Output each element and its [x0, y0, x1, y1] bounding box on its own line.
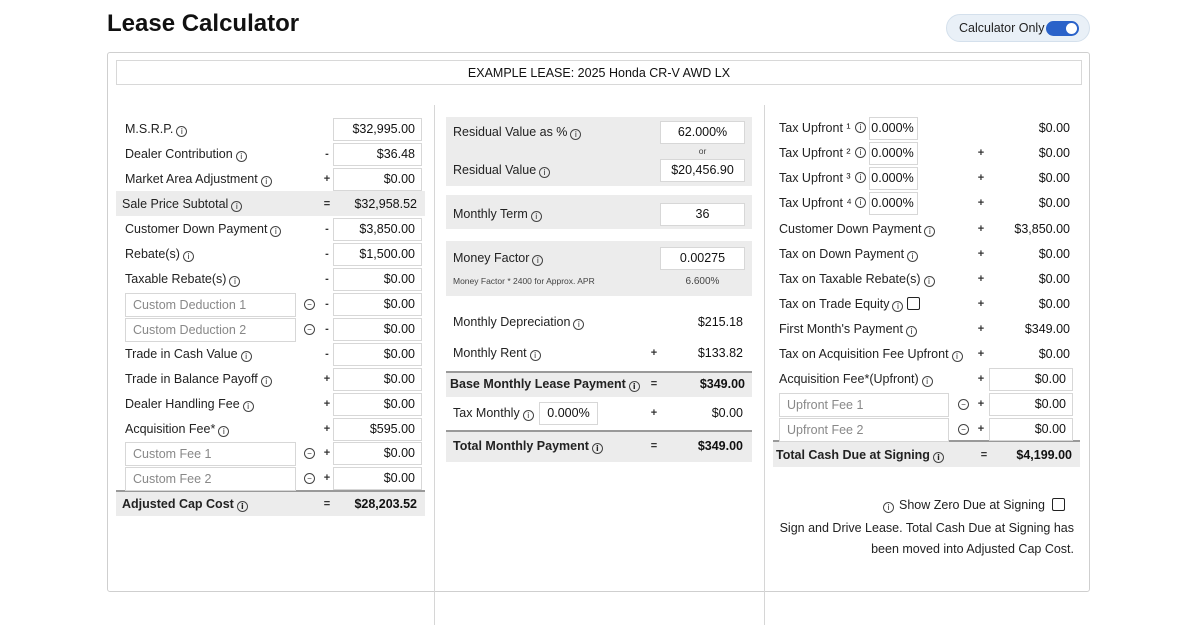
residual-pct-label-text: Residual Value as %: [453, 125, 568, 139]
tax-on-acq-fee-label-text: Tax on Acquisition Fee Upfront: [779, 347, 949, 361]
info-icon[interactable]: i: [883, 502, 894, 513]
tax-on-down-label-text: Tax on Down Payment: [779, 247, 905, 261]
tax-upfront-3-value: $0.00: [1038, 171, 1070, 185]
tax-upfront-2-label: Tax Upfront ²: [779, 146, 851, 160]
info-icon[interactable]: i: [531, 211, 542, 222]
operator-equals: =: [323, 498, 331, 510]
operator-plus: +: [977, 298, 985, 310]
toggle-label: Calculator Only: [959, 21, 1045, 35]
adjusted-cap-cost-value: $28,203.52: [354, 497, 417, 511]
operator-plus: +: [977, 423, 985, 435]
or-text: or: [698, 146, 707, 156]
tax-on-taxable-rebates-value: $0.00: [1038, 272, 1070, 286]
info-icon[interactable]: i: [629, 381, 640, 392]
info-icon[interactable]: i: [855, 147, 866, 158]
row-tax-upfront-2: [108, 141, 1091, 165]
trade-in-cash-input[interactable]: $0.00: [333, 343, 422, 366]
remove-icon[interactable]: −: [304, 473, 315, 484]
tax-on-taxable-rebates-label-text: Tax on Taxable Rebate(s): [779, 272, 921, 286]
row-tax-upfront-1: [108, 116, 1091, 140]
custom-fee-1-input[interactable]: Custom Fee 1: [125, 442, 296, 466]
remove-icon[interactable]: −: [958, 424, 969, 435]
info-icon[interactable]: i: [523, 410, 534, 421]
operator-plus: +: [323, 173, 331, 185]
rebates-label-text: Rebate(s): [125, 247, 180, 261]
money-factor-input[interactable]: 0.00275: [660, 247, 745, 270]
upfront-fee-2-amount[interactable]: $0.00: [989, 418, 1073, 441]
operator-plus: +: [977, 323, 985, 335]
operator-minus: -: [325, 348, 329, 360]
operator-minus: -: [325, 223, 329, 235]
info-icon[interactable]: i: [907, 251, 918, 262]
custom-deduction-1-input[interactable]: Custom Deduction 1: [125, 293, 296, 317]
tax-monthly-label-text: Tax Monthly: [453, 406, 520, 420]
info-icon[interactable]: i: [855, 197, 866, 208]
tax-on-down-value: $0.00: [1038, 247, 1070, 261]
row-tax-on-trade-equity: [108, 292, 1091, 316]
sign-and-drive-note: [748, 518, 1074, 560]
money-factor-label-text: Money Factor: [453, 251, 530, 265]
row-right-down-payment: [108, 217, 1091, 241]
operator-minus: -: [325, 248, 329, 260]
monthly-rent-value: $133.82: [697, 346, 743, 360]
tax-upfront-4-value: $0.00: [1038, 196, 1070, 210]
tax-monthly-value: $0.00: [711, 406, 743, 420]
operator-equals: =: [650, 440, 658, 452]
tax-upfront-3-label: Tax Upfront ³: [779, 171, 851, 185]
info-icon[interactable]: i: [229, 276, 240, 287]
row-tax-on-taxable-rebates: [108, 267, 1091, 291]
info-icon[interactable]: i: [261, 376, 272, 387]
money-factor-note: Money Factor * 2400 for Approx. APR: [453, 276, 595, 286]
row-tax-upfront-4: [108, 191, 1091, 215]
operator-equals: =: [650, 378, 658, 390]
right-down-payment-label: [779, 217, 935, 241]
operator-equals: =: [323, 198, 331, 210]
msrp-input[interactable]: $32,995.00: [333, 118, 422, 141]
tax-on-taxable-rebates-label: [779, 267, 935, 291]
operator-plus: +: [977, 348, 985, 360]
operator-plus: +: [323, 398, 331, 410]
dealer-contribution-input[interactable]: $36.48: [333, 143, 422, 166]
info-icon[interactable]: i: [243, 401, 254, 412]
info-icon[interactable]: i: [236, 151, 247, 162]
info-icon[interactable]: i: [237, 501, 248, 512]
rebates-input[interactable]: $1,500.00: [333, 243, 422, 266]
right-down-payment-value: $3,850.00: [1014, 222, 1070, 236]
remove-icon[interactable]: −: [958, 399, 969, 410]
remove-icon[interactable]: −: [304, 324, 315, 335]
calculator-panel: [107, 52, 1090, 592]
operator-plus: +: [977, 373, 985, 385]
operator-plus: +: [977, 223, 985, 235]
sale-price-subtotal-label-text: Sale Price Subtotal: [122, 197, 229, 211]
info-icon[interactable]: i: [573, 319, 584, 330]
tax-upfront-4-rate[interactable]: 0.000%: [869, 192, 918, 215]
msrp-label-text: M.S.R.P.: [125, 122, 174, 136]
custom-deduction-1-amount[interactable]: $0.00: [333, 293, 422, 316]
custom-deduction-2-input[interactable]: Custom Deduction 2: [125, 318, 296, 342]
custom-fee-2-amount[interactable]: $0.00: [333, 467, 422, 490]
operator-plus: +: [977, 248, 985, 260]
info-icon[interactable]: i: [892, 301, 903, 312]
tax-upfront-1-label: Tax Upfront ¹: [779, 121, 851, 135]
first-month-value: $349.00: [1024, 322, 1070, 336]
tax-upfront-2-rate[interactable]: 0.000%: [869, 142, 918, 165]
note-line-1: Sign and Drive Lease. Total Cash Due at Signing has: [779, 521, 1074, 535]
due-at-signing-column: [108, 53, 1091, 593]
info-icon[interactable]: i: [183, 251, 194, 262]
adjusted-cap-cost-label-text: Adjusted Cap Cost: [122, 497, 234, 511]
info-icon[interactable]: i: [922, 376, 933, 387]
info-icon[interactable]: i: [176, 126, 187, 137]
monthly-depreciation-label-text: Monthly Depreciation: [453, 315, 571, 329]
operator-equals: =: [980, 449, 988, 461]
tax-upfront-2-value: $0.00: [1038, 146, 1070, 160]
page-title: Lease Calculator: [107, 10, 300, 37]
market-area-input[interactable]: $0.00: [333, 168, 422, 191]
monthly-term-input[interactable]: 36: [660, 203, 745, 226]
dealer-contribution-label-text: Dealer Contribution: [125, 147, 233, 161]
customer-down-payment-input[interactable]: $3,850.00: [333, 218, 422, 241]
tax-on-trade-equity-label: [779, 292, 920, 316]
info-icon[interactable]: i: [952, 351, 963, 362]
show-zero-due-label: Show Zero Due at Signing: [899, 498, 1045, 512]
row-upfront-fee-2: [108, 417, 1091, 441]
show-zero-due-checkbox[interactable]: [1052, 498, 1065, 511]
info-icon[interactable]: i: [270, 226, 281, 237]
upfront-fee-2-input[interactable]: Upfront Fee 2: [779, 418, 949, 442]
info-icon[interactable]: i: [218, 426, 229, 437]
trade-in-payoff-input[interactable]: $0.00: [333, 368, 422, 391]
first-month-label: [779, 317, 917, 341]
trade-in-payoff-label-text: Trade in Balance Payoff: [125, 372, 258, 386]
tax-upfront-4-label: Tax Upfront ⁴: [779, 196, 852, 210]
row-first-month: [108, 317, 1091, 341]
operator-plus: +: [650, 347, 658, 359]
toggle-knob: [1066, 23, 1077, 34]
info-icon[interactable]: i: [924, 226, 935, 237]
residual-pct-input[interactable]: 62.000%: [660, 121, 745, 144]
taxable-rebates-input[interactable]: $0.00: [333, 268, 422, 291]
operator-plus: +: [323, 447, 331, 459]
tax-on-trade-equity-value: $0.00: [1038, 297, 1070, 311]
acq-fee-upfront-label: [779, 367, 933, 391]
info-icon[interactable]: i: [539, 167, 550, 178]
upfront-fee-1-amount[interactable]: $0.00: [989, 393, 1073, 416]
info-icon[interactable]: i: [570, 129, 581, 140]
operator-plus: +: [977, 398, 985, 410]
info-icon[interactable]: i: [933, 452, 944, 463]
operator-plus: +: [977, 147, 985, 159]
residual-value-label-text: Residual Value: [453, 163, 537, 177]
info-icon[interactable]: i: [855, 172, 866, 183]
dealer-handling-fee-label-text: Dealer Handling Fee: [125, 397, 240, 411]
monthly-term-label-text: Monthly Term: [453, 207, 528, 221]
customer-down-payment-label-text: Customer Down Payment: [125, 222, 268, 236]
tax-on-trade-equity-label-text: Tax on Trade Equity: [779, 297, 890, 311]
row-acq-fee-upfront: [108, 367, 1091, 391]
acquisition-fee-label-text: Acquisition Fee*: [125, 422, 216, 436]
base-monthly-value: $349.00: [699, 377, 745, 391]
tax-on-acq-fee-value: $0.00: [1038, 347, 1070, 361]
base-monthly-label-text: Base Monthly Lease Payment: [450, 377, 626, 391]
total-monthly-label-text: Total Monthly Payment: [453, 439, 589, 453]
info-icon[interactable]: i: [906, 326, 917, 337]
remove-icon[interactable]: −: [304, 448, 315, 459]
tax-upfront-3-rate[interactable]: 0.000%: [869, 167, 918, 190]
note-line-2: been moved into Adjusted Cap Cost.: [871, 542, 1074, 556]
info-icon[interactable]: i: [261, 176, 272, 187]
operator-minus: -: [325, 273, 329, 285]
acq-fee-upfront-label-text: Acquisition Fee*(Upfront): [779, 372, 919, 386]
info-icon[interactable]: i: [592, 443, 603, 454]
total-cash-due-value: $4,199.00: [1016, 448, 1072, 462]
row-total-cash-due: [108, 443, 1091, 467]
row-tax-upfront-3: [108, 166, 1091, 190]
row-upfront-fee-1: [108, 392, 1091, 416]
acquisition-fee-input[interactable]: $595.00: [333, 418, 422, 441]
info-icon[interactable]: i: [532, 255, 543, 266]
right-down-payment-label-text: Customer Down Payment: [779, 222, 922, 236]
operator-minus: -: [325, 148, 329, 160]
remove-icon[interactable]: −: [304, 299, 315, 310]
info-icon[interactable]: i: [530, 350, 541, 361]
info-icon[interactable]: i: [241, 351, 252, 362]
total-cash-due-label-text: Total Cash Due at Signing: [776, 448, 930, 462]
operator-plus: +: [977, 273, 985, 285]
operator-plus: +: [977, 197, 985, 209]
operator-minus: -: [325, 298, 329, 310]
operator-plus: +: [323, 472, 331, 484]
acq-fee-upfront-input[interactable]: $0.00: [989, 368, 1073, 391]
operator-plus: +: [323, 373, 331, 385]
operator-plus: +: [977, 172, 985, 184]
sale-price-subtotal-value: $32,958.52: [354, 197, 417, 211]
monthly-depreciation-value: $215.18: [697, 315, 743, 329]
tax-on-acq-fee-label: [779, 342, 963, 366]
tax-upfront-1-rate[interactable]: 0.000%: [869, 117, 918, 140]
operator-minus: -: [325, 323, 329, 335]
show-zero-due-option[interactable]: [883, 498, 1065, 513]
market-area-label-text: Market Area Adjustment: [125, 172, 258, 186]
trade-equity-checkbox[interactable]: [907, 297, 920, 310]
operator-plus: +: [323, 423, 331, 435]
apr-value: 6.600%: [685, 276, 720, 287]
first-month-label-text: First Month's Payment: [779, 322, 903, 336]
operator-plus: +: [650, 407, 658, 419]
info-icon[interactable]: i: [231, 201, 242, 212]
calculator-only-toggle[interactable]: [946, 14, 1090, 42]
info-icon[interactable]: i: [924, 276, 935, 287]
example-lease-header: EXAMPLE LEASE: 2025 Honda CR-V AWD LX: [116, 60, 1082, 85]
toggle-switch[interactable]: [1046, 21, 1079, 36]
upfront-fee-1-input[interactable]: Upfront Fee 1: [779, 393, 949, 417]
custom-fee-2-input[interactable]: Custom Fee 2: [125, 467, 296, 491]
info-icon[interactable]: i: [855, 122, 866, 133]
tax-upfront-1-value: $0.00: [1038, 121, 1070, 135]
row-tax-on-down: [108, 242, 1091, 266]
tax-on-down-label: [779, 242, 918, 266]
monthly-rent-label-text: Monthly Rent: [453, 346, 527, 360]
custom-deduction-2-amount[interactable]: $0.00: [333, 318, 422, 341]
trade-in-cash-label-text: Trade in Cash Value: [125, 347, 238, 361]
row-tax-on-acq-fee: [108, 342, 1091, 366]
dealer-handling-fee-input[interactable]: $0.00: [333, 393, 422, 416]
total-monthly-value: $349.00: [697, 439, 743, 453]
tax-monthly-rate-input[interactable]: 0.000%: [539, 402, 598, 425]
taxable-rebates-label-text: Taxable Rebate(s): [125, 272, 227, 286]
custom-fee-1-amount[interactable]: $0.00: [333, 442, 422, 465]
residual-value-input[interactable]: $20,456.90: [660, 159, 745, 182]
total-cash-due-label: [776, 443, 944, 467]
